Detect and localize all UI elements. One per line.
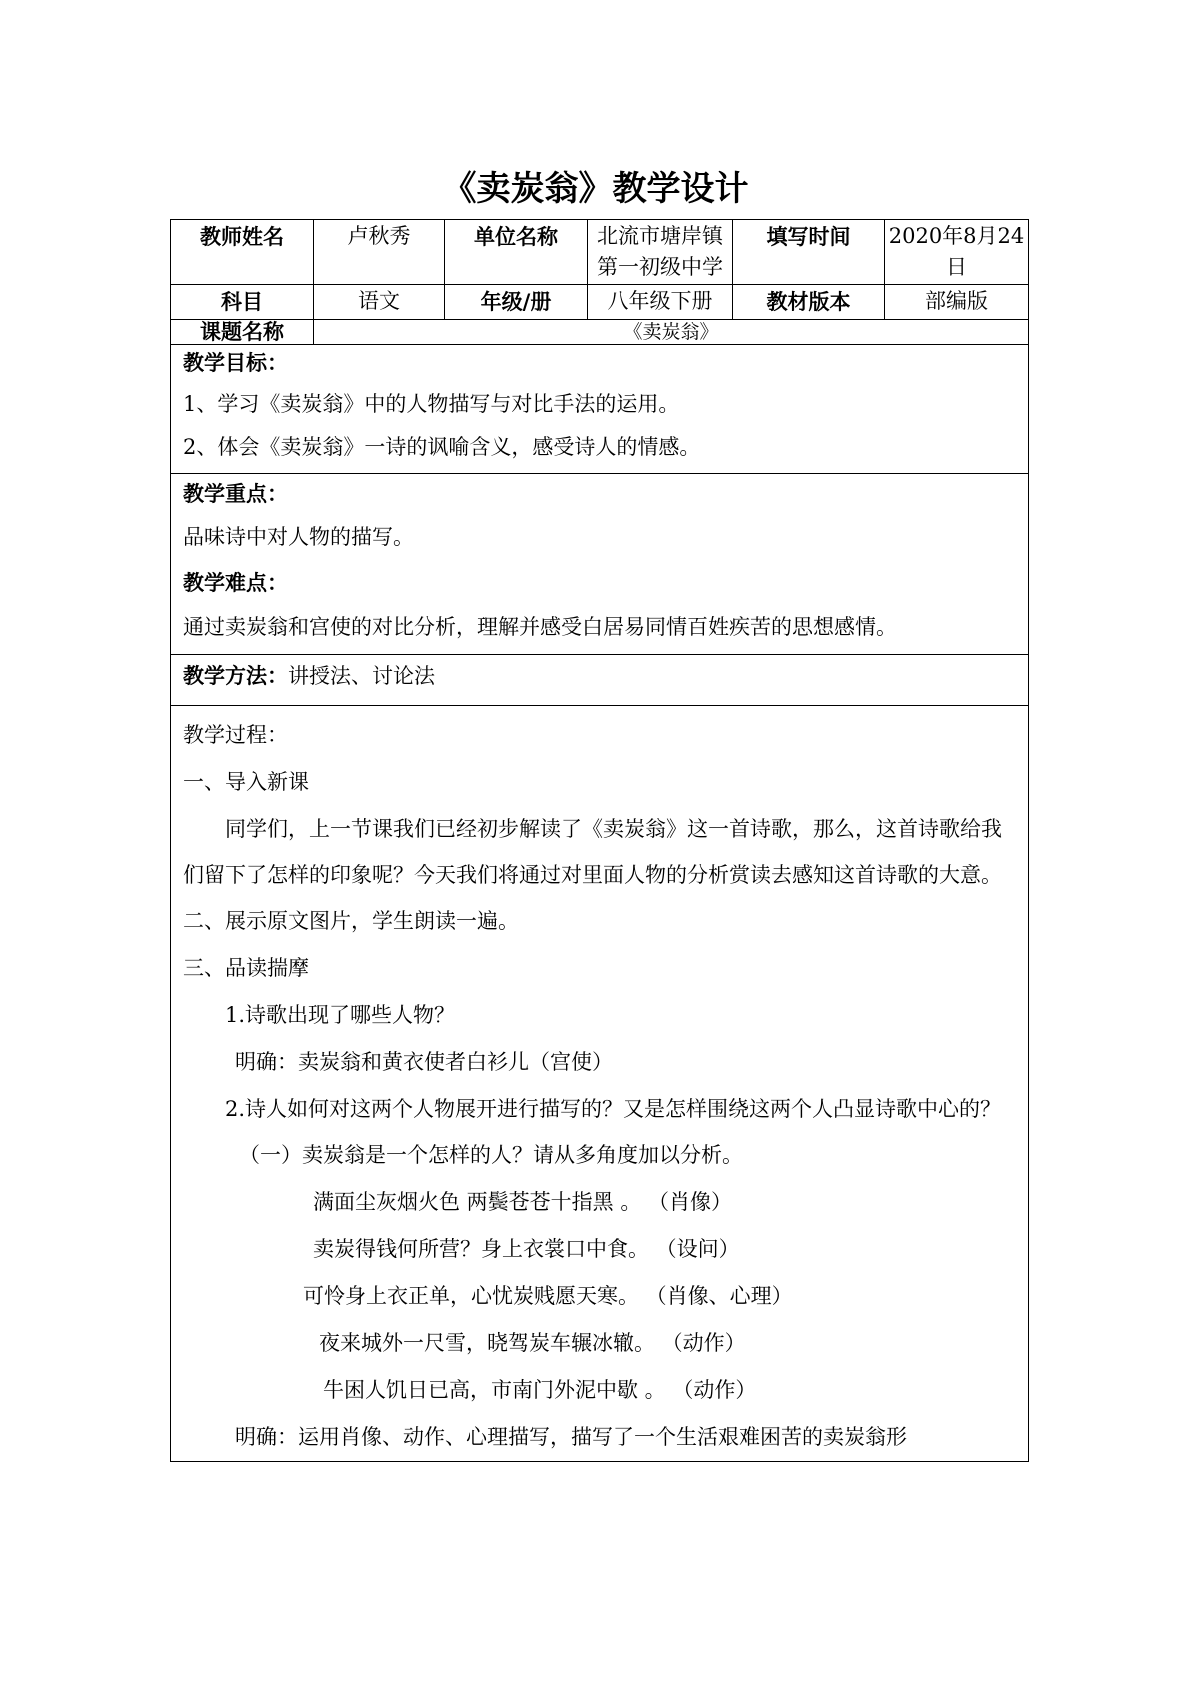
process-step-1: 一、导入新课 (183, 770, 309, 794)
process-section (171, 706, 1029, 1462)
poem-line: 可怜身上衣正单，心忧炭贱愿天寒。 （肖像、心理） (303, 1284, 793, 1308)
grade-label: 年级/册 (445, 285, 588, 320)
edition-label: 教材版本 (733, 285, 885, 320)
teacher-value: 卢秋秀 (314, 220, 445, 285)
topic-value: 《卖炭翁》 (314, 320, 1029, 345)
sub-question-1: （一）卖炭翁是一个怎样的人？请从多角度加以分析。 (239, 1143, 743, 1167)
goals-section (171, 345, 1029, 474)
edition-value: 部编版 (885, 285, 1029, 320)
poem-line: 满面尘灰烟火色 两鬓苍苍十指黑 。 （肖像） (313, 1190, 733, 1214)
method-heading: 教学方法： (183, 664, 288, 688)
conclusion: 明确：运用肖像、动作、心理描写，描写了一个生活艰难困苦的卖炭翁形 (235, 1425, 907, 1449)
unit-label: 单位名称 (445, 220, 588, 285)
grade-value: 八年级下册 (588, 285, 733, 320)
key-point-text: 品味诗中对人物的描写。 (183, 525, 414, 549)
question-1: 1.诗歌出现了哪些人物？ (225, 1003, 456, 1027)
poem-line: 夜来城外一尺雪，晓驾炭车辗冰辙。 （动作） (319, 1331, 746, 1355)
document-title: 《卖炭翁》教学设计 (442, 169, 749, 209)
subject-label: 科目 (171, 285, 314, 320)
method-section (171, 655, 1029, 706)
lesson-plan-table (170, 219, 1029, 1462)
difficult-point-heading: 教学难点： (183, 571, 288, 595)
subject-value: 语文 (314, 285, 445, 320)
process-step-2: 二、展示原文图片，学生朗读一遍。 (183, 909, 519, 933)
date-label: 填写时间 (733, 220, 885, 285)
teacher-label: 教师姓名 (171, 220, 314, 285)
process-intro: 同学们，上一节课我们已经初步解读了《卖炭翁》这一首诗歌，那么，这首诗歌给我们留下了怎样的印象呢？今天我们将通过对里面人物的分析赏读去感知这首诗歌的大意。 (183, 817, 1002, 887)
goals-heading: 教学目标： (183, 351, 288, 375)
method-text: 讲授法、讨论法 (288, 664, 435, 688)
goal-item: 1、学习《卖炭翁》中的人物描写与对比手法的运用。 (183, 392, 680, 416)
process-step-3: 三、品读揣摩 (183, 956, 309, 980)
topic-label: 课题名称 (171, 320, 314, 345)
process-heading: 教学过程： (183, 723, 288, 747)
poem-line: 卖炭得钱何所营？身上衣裳口中食。 （设问） (313, 1237, 740, 1261)
difficult-point-text: 通过卖炭翁和宫使的对比分析，理解并感受白居易同情百姓疾苦的思想感情。 (183, 615, 897, 639)
poem-line: 牛困人饥日已高，市南门外泥中歇 。 （动作） (323, 1378, 757, 1402)
question-2: 2.诗人如何对这两个人物展开进行描写的？又是怎样围绕这两个人凸显诗歌中心的？ (225, 1097, 1002, 1121)
answer-1: 明确：卖炭翁和黄衣使者白衫儿（宫使） (235, 1050, 613, 1074)
unit-value: 北流市塘岸镇第一初级中学 (588, 220, 733, 285)
date-value: 2020年8月24日 (885, 220, 1029, 285)
focus-section (171, 474, 1029, 655)
goal-item: 2、体会《卖炭翁》一诗的讽喻含义，感受诗人的情感。 (183, 435, 701, 459)
key-point-heading: 教学重点： (183, 482, 288, 506)
